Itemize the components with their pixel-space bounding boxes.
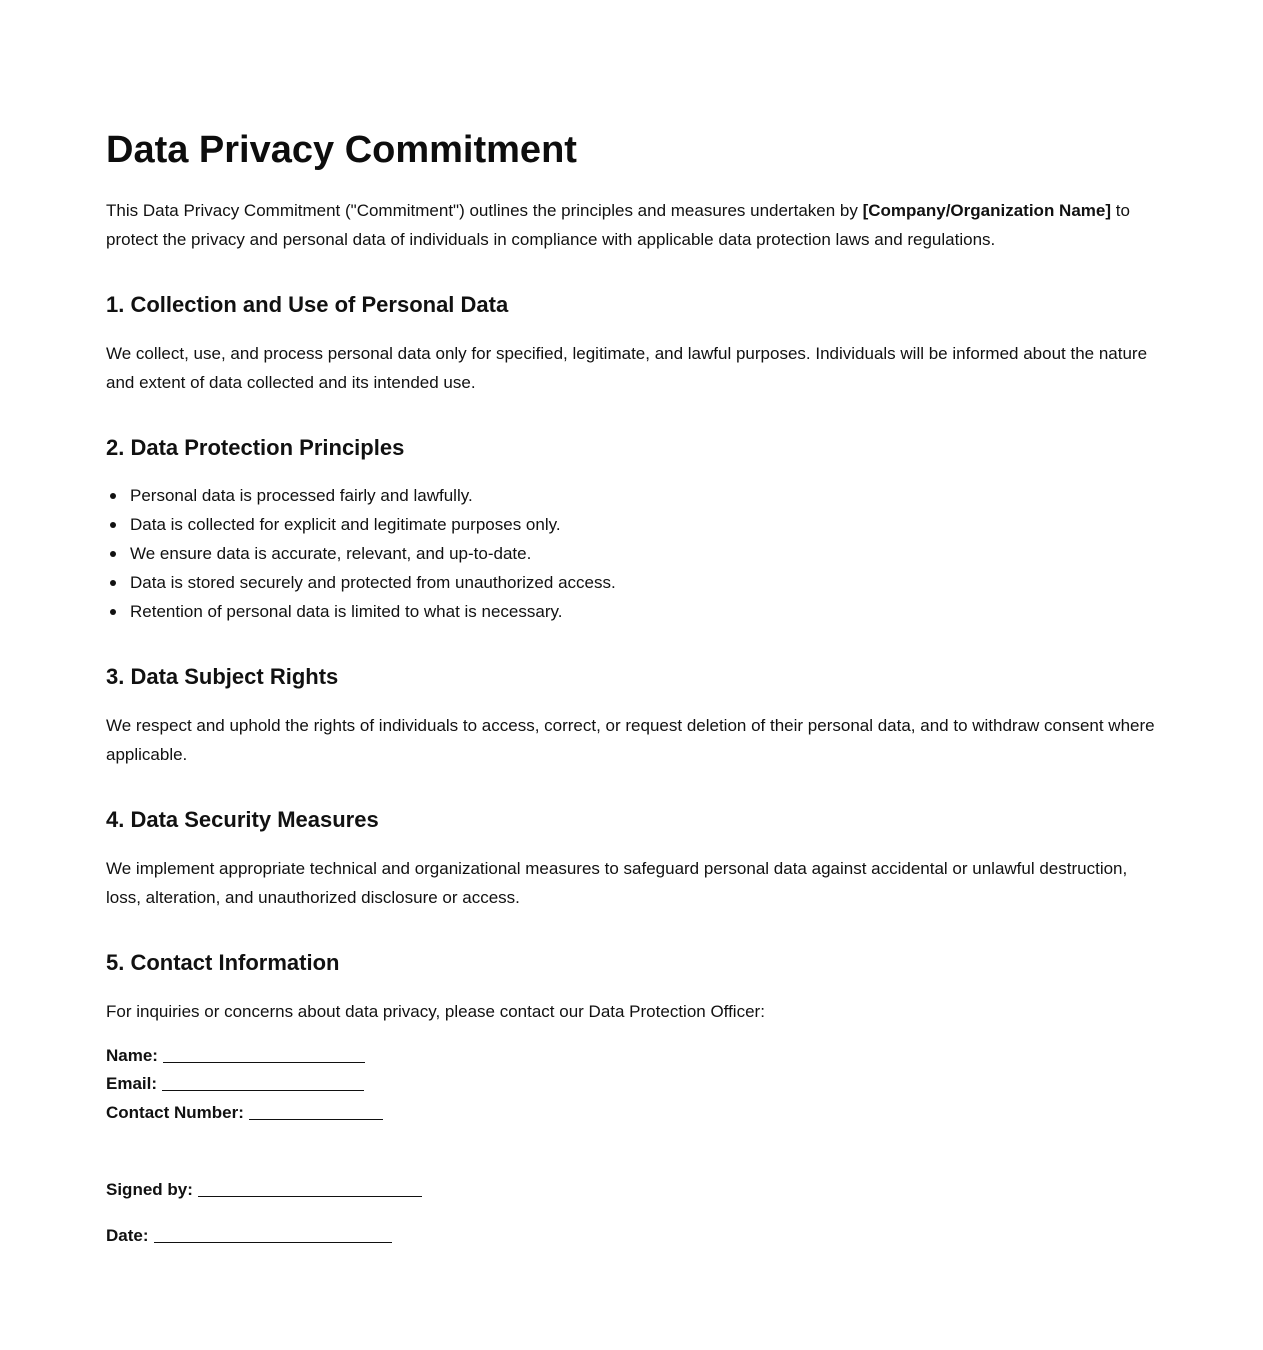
dpo-contact-number-field[interactable] (106, 1099, 383, 1127)
section-body-rights: We respect and uphold the rights of individuals to access, correct, or request deletion of their personal data, and to withdraw consent where applicable. (106, 716, 1155, 764)
company-name-placeholder: [Company/Organization Name] (862, 201, 1112, 220)
list-item: Personal data is processed fairly and lawfully. (130, 481, 616, 510)
dpo-email-field[interactable] (106, 1070, 364, 1098)
date-blank[interactable] (154, 1228, 392, 1243)
section-heading-contact: 5. Contact Information (106, 950, 340, 975)
signed-by-label: Signed by: (106, 1180, 193, 1199)
signed-by-blank[interactable] (198, 1182, 422, 1197)
section-body-contact: For inquiries or concerns about data privacy, please contact our Data Protection Officer: (106, 1002, 765, 1021)
section-body-security: We implement appropriate technical and organizational measures to safeguard personal data against accidental or unlawful destruction, loss, alteration, and unauthorized disclosure or access. (106, 859, 1128, 907)
intro-text-before: This Data Privacy Commitment ("Commitment") outlines the principles and measures undertaken by (106, 201, 863, 220)
date-label: Date: (106, 1226, 149, 1245)
list-item: Retention of personal data is limited to what is necessary. (130, 597, 616, 626)
section-body-collection: We collect, use, and process personal data only for specified, legitimate, and lawful purposes. Individuals will be informed about the nature and extent of data collected and its intended use. (106, 344, 1148, 392)
principles-list (106, 481, 616, 626)
intro-paragraph (106, 196, 1156, 254)
section-heading-rights: 3. Data Subject Rights (106, 664, 339, 689)
section-heading-collection: 1. Collection and Use of Personal Data (106, 292, 509, 317)
dpo-email-blank[interactable] (162, 1076, 364, 1091)
section-heading-principles: 2. Data Protection Principles (106, 435, 405, 460)
list-item: Data is stored securely and protected from unauthorized access. (130, 568, 616, 597)
dpo-name-field[interactable] (106, 1042, 365, 1070)
intro-text-after: to protect the privacy and personal data of individuals in compliance with applicable data protection laws and regulations. (106, 201, 1130, 249)
dpo-name-blank[interactable] (163, 1048, 365, 1063)
date-field[interactable] (106, 1222, 392, 1250)
list-item: Data is collected for explicit and legitimate purposes only. (130, 510, 616, 539)
list-item: We ensure data is accurate, relevant, and up-to-date. (130, 539, 616, 568)
dpo-contact-number-label: Contact Number: (106, 1103, 244, 1122)
dpo-name-label: Name: (106, 1046, 158, 1065)
dpo-contact-number-blank[interactable] (249, 1105, 383, 1120)
document-title: Data Privacy Commitment (106, 129, 577, 171)
dpo-email-label: Email: (106, 1074, 158, 1093)
signed-by-field[interactable] (106, 1176, 422, 1204)
section-heading-security: 4. Data Security Measures (106, 807, 379, 832)
